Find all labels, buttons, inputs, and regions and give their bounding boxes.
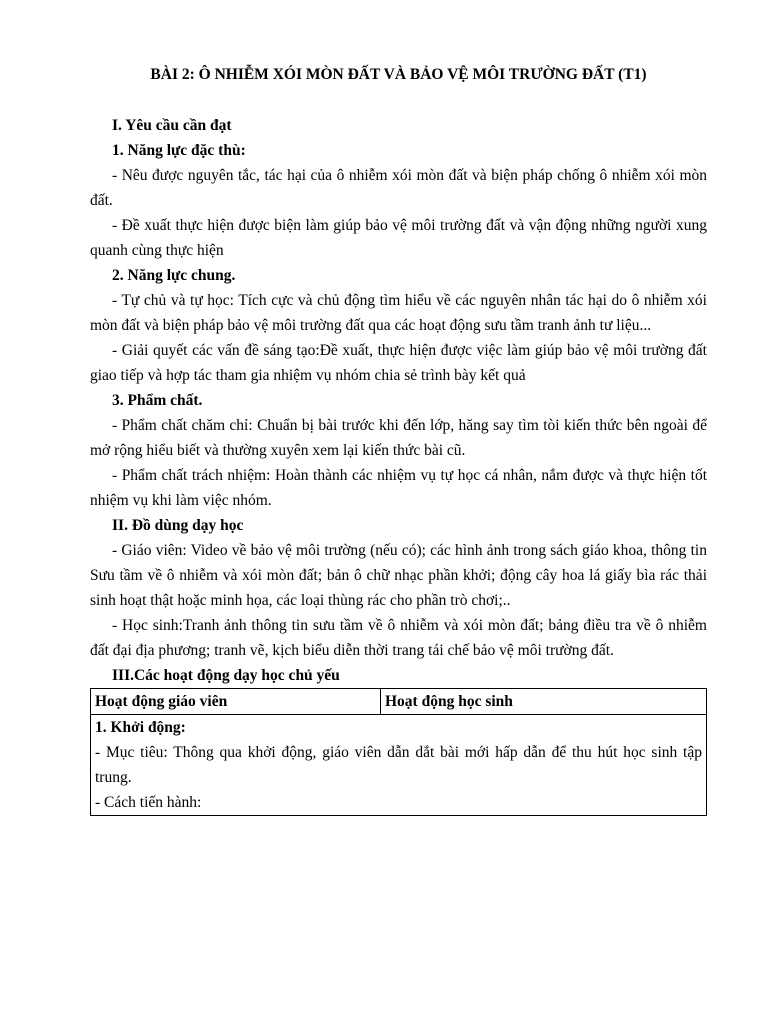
subsection-1-heading: 1. Năng lực đặc thù: <box>112 142 246 159</box>
table-header-student: Hoạt động học sinh <box>381 689 707 715</box>
activities-table <box>90 688 707 816</box>
section-2-heading: II. Đồ dùng dạy học <box>112 517 244 534</box>
document-body <box>90 113 707 816</box>
paragraph: - Đề xuất thực hiện được biện làm giúp bảo vệ môi trường đất và vận động những người xung quanh cùng thực hiện <box>90 217 707 259</box>
paragraph: - Phẩm chất trách nhiệm: Hoàn thành các nhiệm vụ tự học cá nhân, nắm được và thực hiện tốt nhiệm vụ khi làm việc nhóm. <box>90 467 707 509</box>
table-row <box>91 715 707 816</box>
warmup-goal: - Mục tiêu: Thông qua khởi động, giáo viên dẫn dắt bài mới hấp dẫn để thu hút học sinh tập trung. <box>95 744 702 786</box>
table-cell-warmup <box>91 715 707 816</box>
section-1-heading: I. Yêu cầu cần đạt <box>112 117 232 134</box>
paragraph: - Giải quyết các vấn đề sáng tạo:Đề xuất, thực hiện được việc làm giúp bảo vệ môi trường đất giao tiếp và hợp tác tham gia nhiệm vụ nhóm chia sẻ trình bày kết quả <box>90 342 707 384</box>
paragraph: - Giáo viên: Video về bảo vệ môi trường (nếu có); các hình ảnh trong sách giáo khoa, thông tin Sưu tầm về ô nhiễm và xói mòn đất; bản ô chữ nhạc phần khởi; động cây hoa lá giấy bìa rác thải sinh hoạt thật hoặc minh họa, các loại thùng rác cho phần trò chơi;.. <box>90 542 707 609</box>
table-header-row <box>91 689 707 715</box>
section-3-heading: III.Các hoạt động dạy học chủ yếu <box>112 667 340 684</box>
subsection-2-heading: 2. Năng lực chung. <box>112 267 236 284</box>
paragraph: - Nêu được nguyên tắc, tác hại của ô nhiễm xói mòn đất và biện pháp chống ô nhiễm xói mòn đất. <box>90 167 707 209</box>
warmup-heading: 1. Khởi động: <box>95 719 186 736</box>
paragraph: - Phẩm chất chăm chỉ: Chuẩn bị bài trước khi đến lớp, hăng say tìm tòi kiến thức bên ngoài để mở rộng hiểu biết và thường xuyên xem lại kiến thức bài cũ. <box>90 417 707 459</box>
warmup-method: - Cách tiến hành: <box>95 794 202 811</box>
lesson-title: BÀI 2: Ô NHIỄM XÓI MÒN ĐẤT VÀ BẢO VỆ MÔI TRƯỜNG ĐẤT (T1) <box>150 66 647 83</box>
subsection-3-heading: 3. Phẩm chất. <box>112 392 203 409</box>
table-header-teacher: Hoạt động giáo viên <box>91 689 381 715</box>
paragraph: - Tự chủ và tự học: Tích cực và chủ động tìm hiểu về các nguyên nhân tác hại do ô nhiễm xói mòn đất và biện pháp bảo vệ môi trường đất qua các hoạt động sưu tầm tranh ảnh tư liệu... <box>90 292 707 334</box>
paragraph: - Học sinh:Tranh ảnh thông tin sưu tầm về ô nhiễm và xói mòn đất; bảng điều tra về ô nhiễm đất đại địa phương; tranh vẽ, kịch biểu diễn thời trang tái chế bảo vệ môi trường đất. <box>90 617 707 659</box>
